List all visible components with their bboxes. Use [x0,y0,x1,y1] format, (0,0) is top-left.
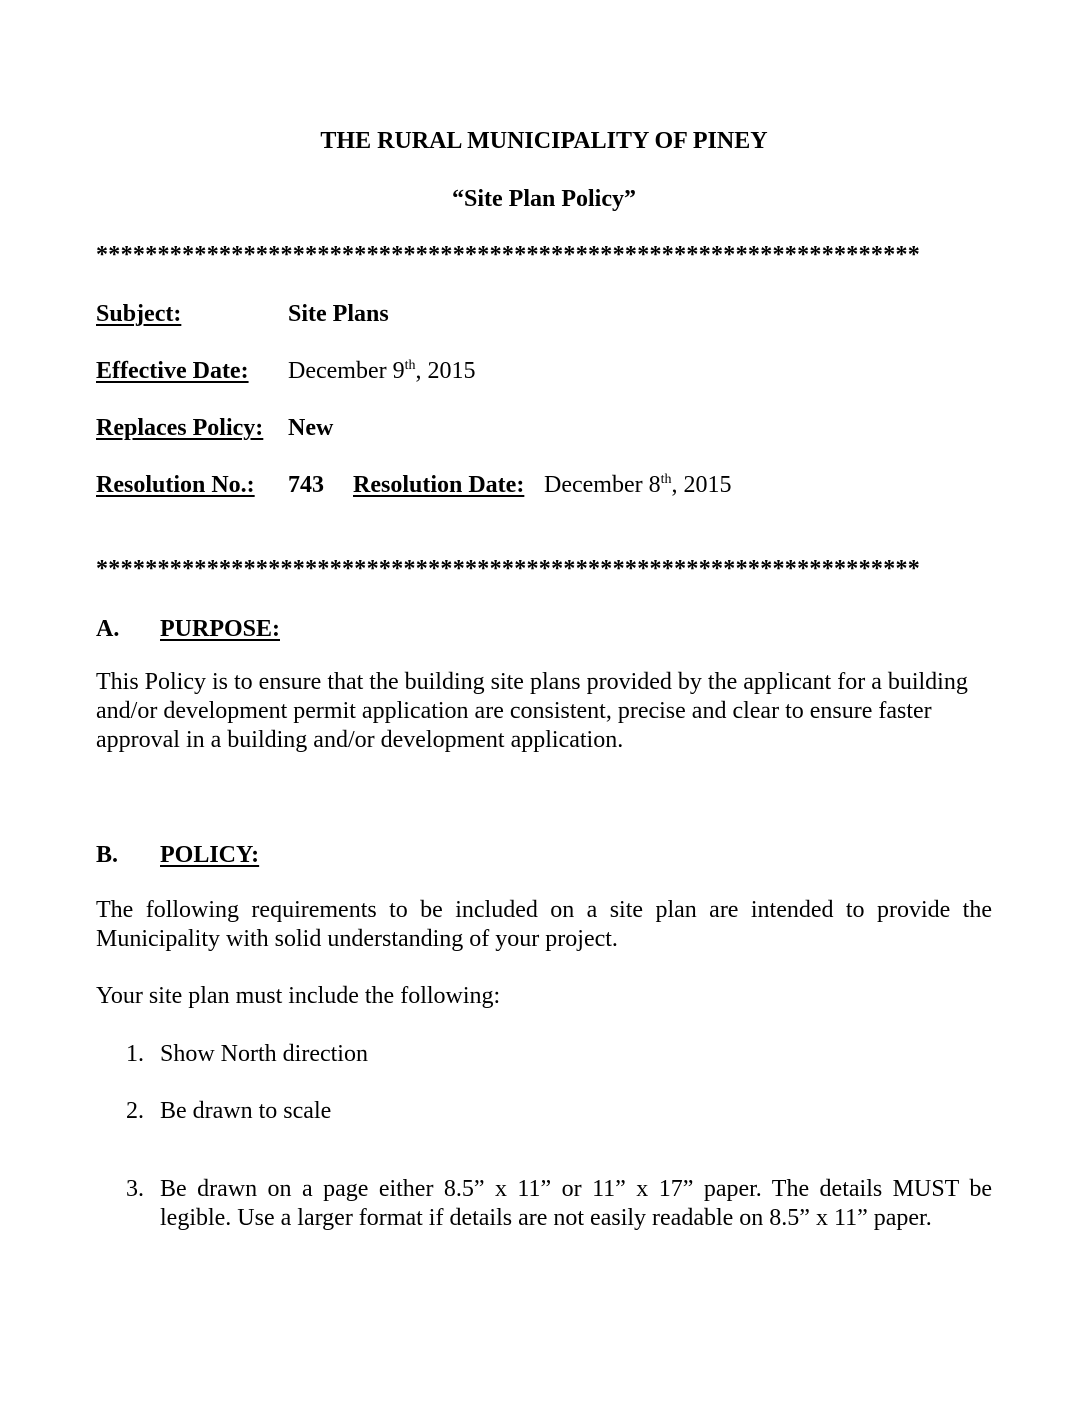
subject-label: Subject: [96,301,182,327]
section-b-heading: POLICY: [160,842,260,868]
effective-date-value: December 9th, 2015 [288,358,476,384]
separator-top: ******************************************************************* [96,242,921,268]
list-item-number: 1. [126,1041,144,1067]
subject-value: Site Plans [288,301,389,327]
effective-date-label: Effective Date: [96,358,249,384]
section-a-body: This Policy is to ensure that the building site plans provided by the applicant for a building and/or development permit application are consistent, precise and clear to ensure faster approval in a building and/or development application. [96,669,968,753]
list-item [126,1098,331,1125]
section-b-intro: The following requirements to be included on a site plan are intended to provide the Municipality with solid understanding of your project. [96,897,992,952]
section-b-lead: Your site plan must include the following: [96,983,501,1009]
org-title: THE RURAL MUNICIPALITY OF PINEY [320,128,768,154]
section-a-letter: A. [96,616,120,642]
resolution-no-value: 743 [288,472,324,498]
resolution-date-value: December 8th, 2015 [544,472,732,498]
separator-bottom: ******************************************************************* [96,556,921,582]
list-item-text: Be drawn on a page either 8.5” x 11” or 11” x 17” paper. The details MUST be legible. Use a larger format if details are not easily readable on 8.5” x 11” paper. [160,1176,992,1231]
resolution-no-label: Resolution No.: [96,472,255,498]
section-a-heading: PURPOSE: [160,616,280,642]
list-item [126,1175,992,1233]
list-item-number: 2. [126,1098,144,1124]
policy-title: “Site Plan Policy” [452,186,636,212]
section-b-letter: B. [96,842,119,868]
resolution-date-label: Resolution Date: [353,472,525,498]
list-item-text: Be drawn to scale [160,1098,332,1124]
list-item [126,1041,368,1068]
list-item-text: Show North direction [160,1041,368,1067]
replaces-policy-value: New [288,415,334,441]
list-item-number: 3. [126,1176,144,1202]
replaces-policy-label: Replaces Policy: [96,415,264,441]
